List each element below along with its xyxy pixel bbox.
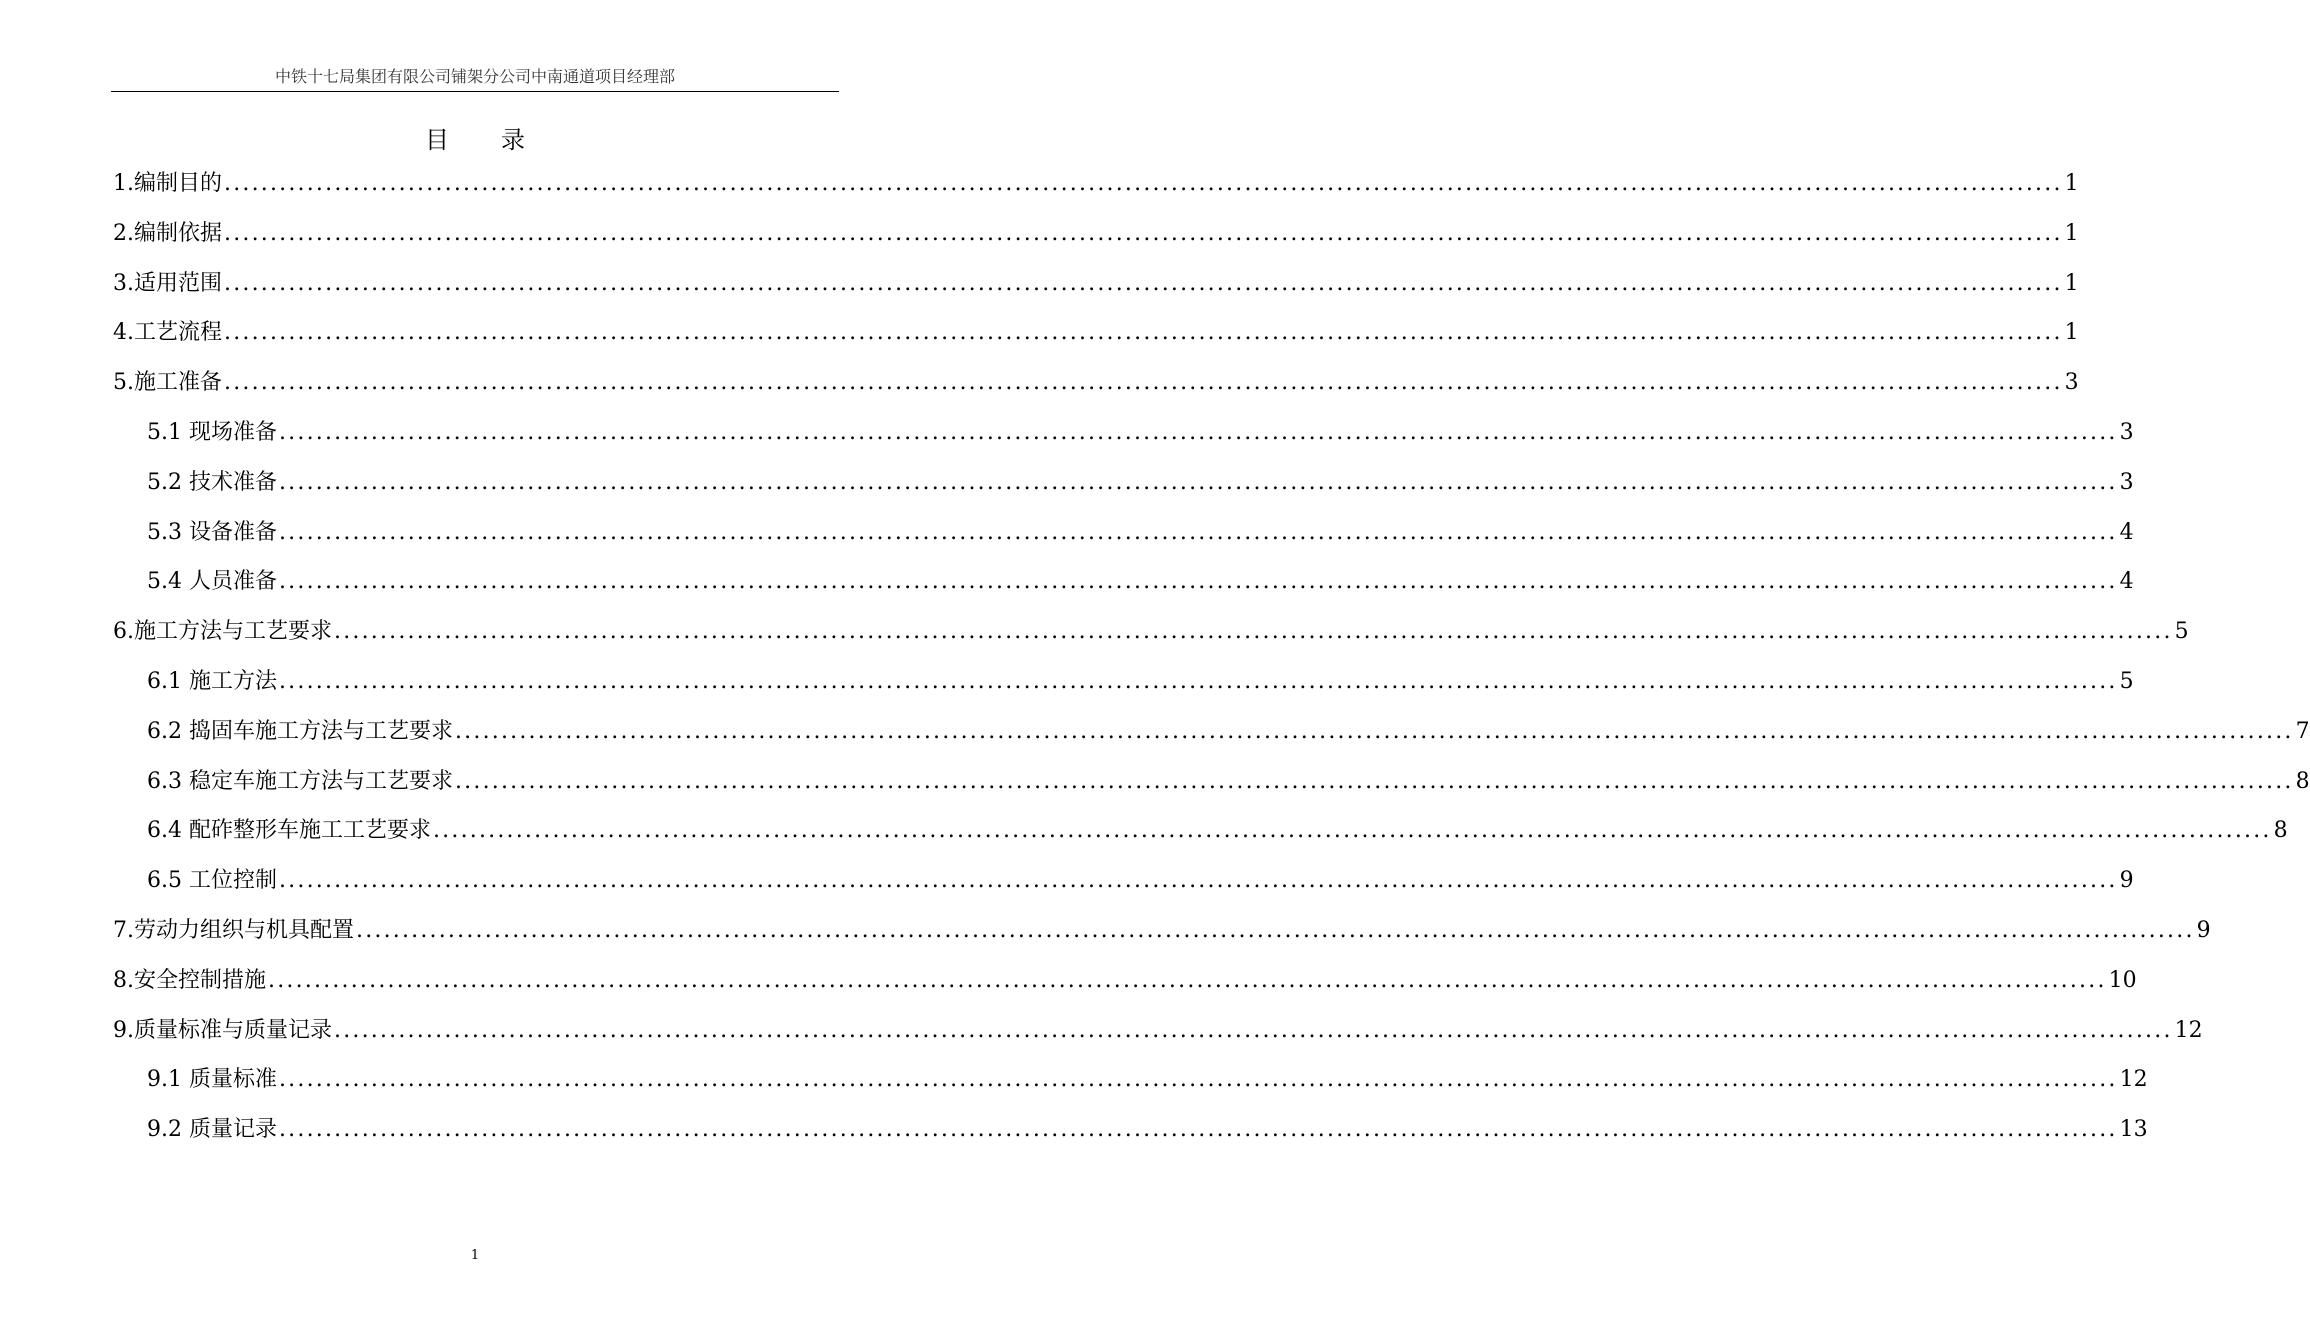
toc-entry-label: 5.1 现场准备 <box>147 420 277 445</box>
toc-entry-label: 6.1 施工方法 <box>147 669 277 694</box>
toc-entry-page: 3 <box>2064 370 2079 396</box>
toc-entry-label: 8.安全控制措施 <box>113 967 266 993</box>
toc-entry-page: 4 <box>2119 519 2134 545</box>
toc-entry[interactable] <box>113 214 2079 254</box>
running-header: 中铁十七局集团有限公司铺架分公司中南通道项目经理部 <box>274 67 675 86</box>
toc-entry-page: 1 <box>2064 220 2079 246</box>
toc-entry[interactable] <box>147 1110 2148 1150</box>
toc-entry-page: 3 <box>2119 469 2134 495</box>
page-number: 1 <box>470 1248 480 1263</box>
toc-leader-dots: ........................................................................................................................................................................................................ <box>224 171 2063 196</box>
toc-leader-dots: ........................................................................................................................................................................................................ <box>224 320 2063 346</box>
title-char-right: 录 <box>501 126 525 154</box>
toc-entry[interactable] <box>147 463 2134 503</box>
toc-entry[interactable] <box>113 961 2137 1001</box>
toc-leader-dots: ........................................................................................................................................................................................................ <box>224 270 2063 296</box>
toc-entry-page: 9 <box>2196 918 2211 943</box>
header-rule <box>111 91 839 92</box>
toc-leader-dots: ........................................................................................................................................................................................................ <box>278 469 2118 495</box>
toc-entry-page: 9 <box>2119 868 2134 894</box>
toc-entry[interactable] <box>147 562 2134 602</box>
toc-entry[interactable] <box>113 313 2079 353</box>
toc-entry-page: 8 <box>2273 818 2288 844</box>
toc-leader-dots: ........................................................................................................................................................................................................ <box>334 1017 2173 1043</box>
toc-entry[interactable] <box>147 513 2134 553</box>
toc-entry-label: 6.5 工位控制 <box>147 868 277 894</box>
toc-leader-dots: ........................................................................................................................................................................................................ <box>268 967 2107 993</box>
toc-entry-page: 10 <box>2108 967 2137 993</box>
toc-entry-label: 5.施工准备 <box>113 370 222 396</box>
toc-leader-dots: ........................................................................................................................................................................................................ <box>278 1117 2118 1143</box>
toc-leader-dots: ........................................................................................................................................................................................................ <box>278 420 2118 445</box>
toc-entry[interactable] <box>147 861 2134 901</box>
toc-entry-page: 7 <box>2295 718 2310 744</box>
toc-entry-page: 1 <box>2064 270 2079 296</box>
toc-entry-label: 9.质量标准与质量记录 <box>113 1017 332 1043</box>
toc-entry-label: 1.编制目的 <box>113 171 222 196</box>
toc-leader-dots: ........................................................................................................................................................................................................ <box>278 1067 2118 1093</box>
toc-leader-dots: ........................................................................................................................................................................................................ <box>454 768 2294 794</box>
toc-entry-label: 7.劳动力组织与机具配置 <box>113 918 354 943</box>
toc-entry-label: 6.2 捣固车施工方法与工艺要求 <box>147 718 453 744</box>
toc-leader-dots: ........................................................................................................................................................................................................ <box>356 918 2195 943</box>
toc-entry-page: 4 <box>2119 569 2134 595</box>
toc-leader-dots: ........................................................................................................................................................................................................ <box>278 669 2118 694</box>
toc-entry[interactable] <box>147 413 2134 453</box>
toc-leader-dots: ........................................................................................................................................................................................................ <box>224 370 2063 396</box>
toc-entry-label: 9.2 质量记录 <box>147 1117 277 1143</box>
toc-leader-dots: ........................................................................................................................................................................................................ <box>278 868 2118 894</box>
toc-entry-label: 3.适用范围 <box>113 270 222 296</box>
toc-leader-dots: ........................................................................................................................................................................................................ <box>278 569 2118 595</box>
toc-entry-label: 6.3 稳定车施工方法与工艺要求 <box>147 768 453 794</box>
toc-entry-label: 5.2 技术准备 <box>147 469 277 495</box>
toc-entry[interactable] <box>147 762 2310 802</box>
toc-entry[interactable] <box>147 712 2310 752</box>
toc-entry-page: 3 <box>2119 420 2134 445</box>
toc-entry[interactable] <box>147 1060 2148 1100</box>
toc-entry-page: 5 <box>2119 669 2134 694</box>
toc-leader-dots: ........................................................................................................................................................................................................ <box>224 220 2063 246</box>
toc-entry[interactable] <box>113 264 2079 304</box>
toc-entry-label: 4.工艺流程 <box>113 320 222 346</box>
toc-leader-dots: ........................................................................................................................................................................................................ <box>334 619 2173 645</box>
toc-entry[interactable] <box>113 612 2189 652</box>
toc-entry[interactable] <box>113 164 2079 204</box>
toc-entry-page: 12 <box>2119 1067 2148 1093</box>
toc-entry-page: 5 <box>2174 619 2189 645</box>
toc-entry-label: 5.3 设备准备 <box>147 519 277 545</box>
toc-entry-page: 13 <box>2119 1117 2148 1143</box>
toc-entry[interactable] <box>147 662 2134 702</box>
toc-entry-label: 9.1 质量标准 <box>147 1067 277 1093</box>
toc-entry-label: 6.施工方法与工艺要求 <box>113 619 332 645</box>
toc-leader-dots: ........................................................................................................................................................................................................ <box>454 718 2294 744</box>
page-title <box>0 120 950 155</box>
toc-entry-label: 5.4 人员准备 <box>147 569 277 595</box>
toc-entry-label: 2.编制依据 <box>113 220 222 246</box>
toc-entry-page: 1 <box>2064 320 2079 346</box>
toc-entry-page: 1 <box>2064 171 2079 196</box>
toc-entry-page: 8 <box>2295 768 2310 794</box>
title-char-left: 目 <box>425 126 449 154</box>
toc-entry[interactable] <box>113 363 2079 403</box>
toc-leader-dots: ........................................................................................................................................................................................................ <box>432 818 2272 844</box>
toc-entry-page: 12 <box>2174 1017 2203 1043</box>
toc-entry[interactable] <box>113 911 2211 951</box>
toc-entry[interactable] <box>147 811 2288 851</box>
toc-leader-dots: ........................................................................................................................................................................................................ <box>278 519 2118 545</box>
toc-entry[interactable] <box>113 1011 2203 1051</box>
toc-entry-label: 6.4 配砟整形车施工工艺要求 <box>147 818 431 844</box>
